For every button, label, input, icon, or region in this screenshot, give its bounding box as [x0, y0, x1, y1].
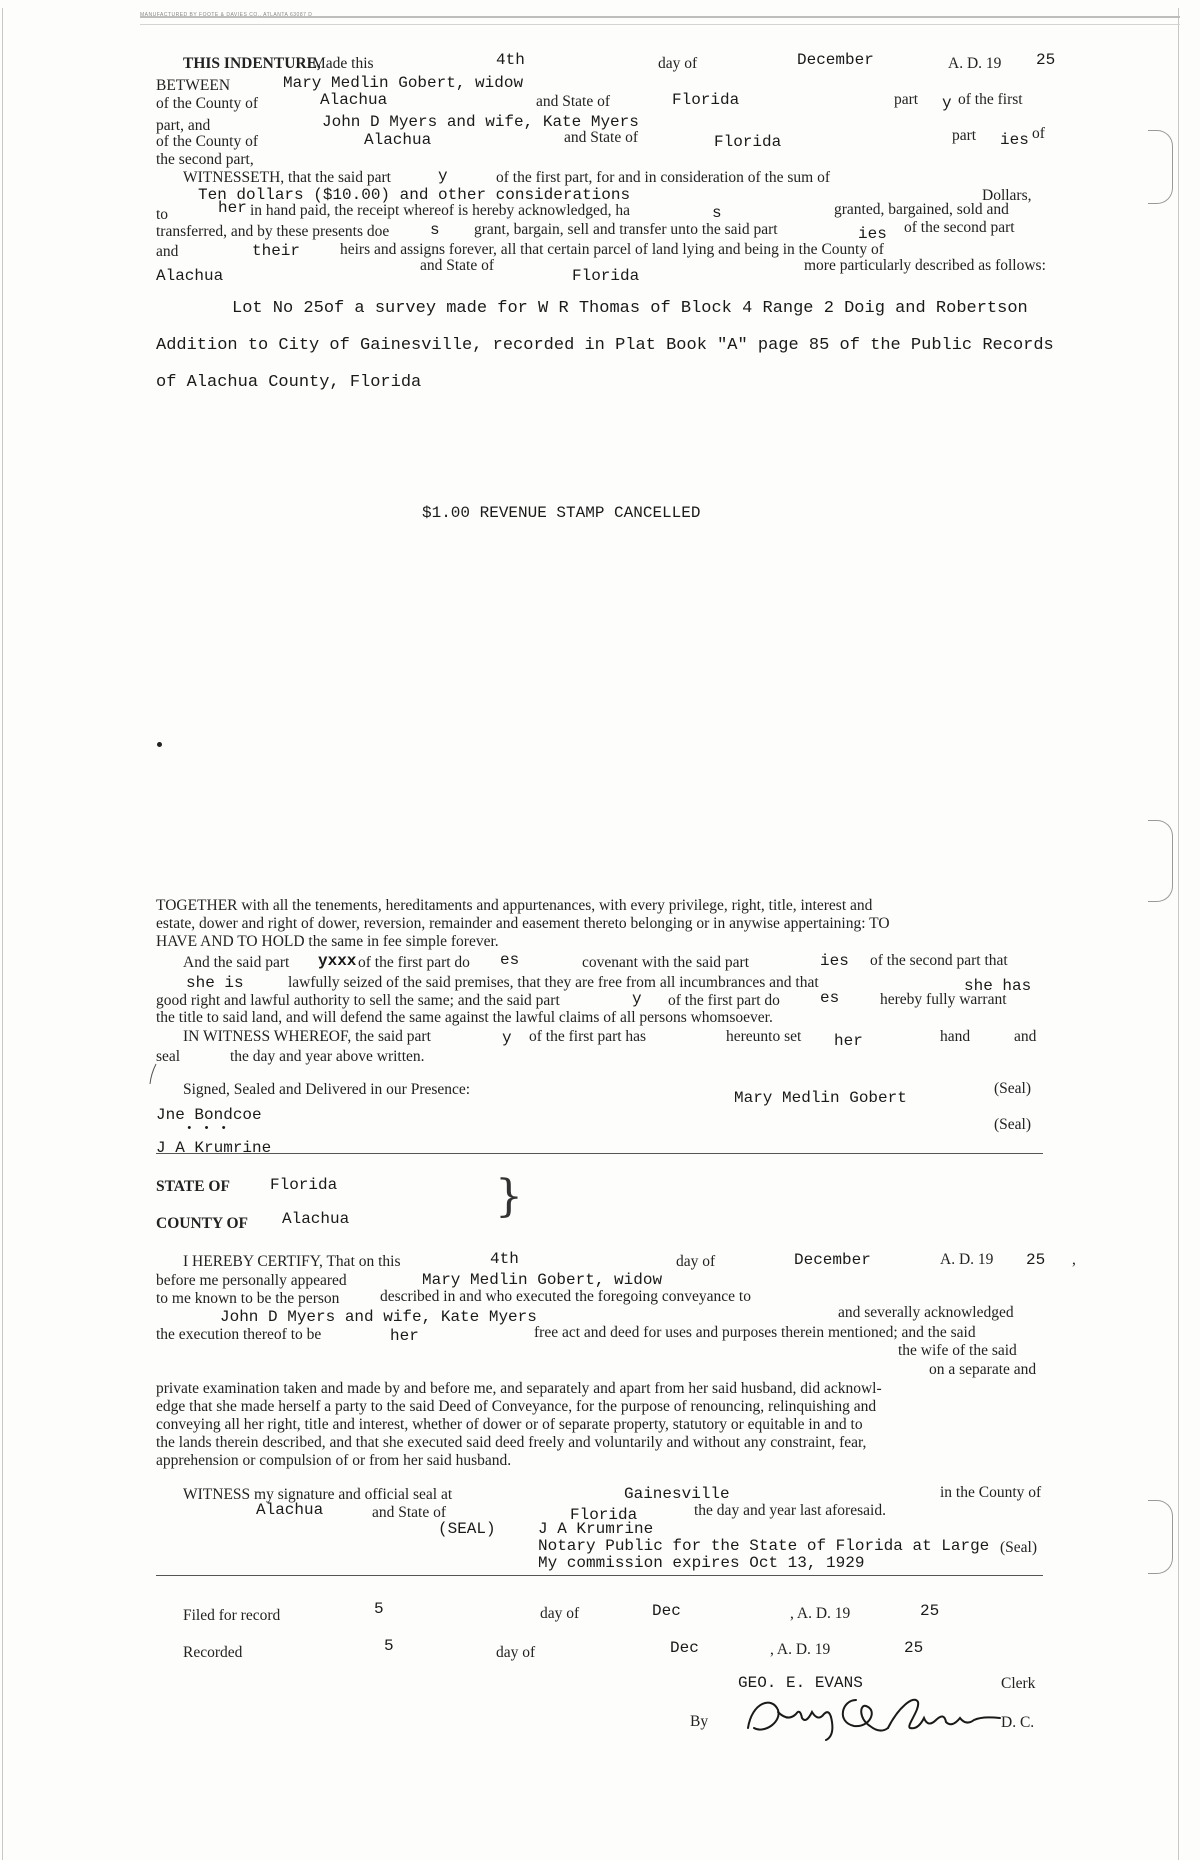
- heirs-text: heirs and assigns forever, all that certain parcel of land lying and being in the County of: [340, 241, 884, 258]
- in-county-label: in the County of: [940, 1484, 1042, 1501]
- ack-state: Florida: [270, 1176, 338, 1194]
- part-suffix-2: ies: [1000, 131, 1029, 149]
- grantor-name: Mary Medlin Gobert, widow: [283, 74, 524, 92]
- witness-her: her: [834, 1032, 863, 1050]
- witnesseth-suffix: y: [438, 167, 448, 185]
- revenue-stamp-note: $1.00 REVENUE STAMP CANCELLED: [422, 504, 701, 522]
- their: their: [252, 242, 301, 260]
- signed-sealed-label: Signed, Sealed and Delivered in our Presence:: [183, 1081, 471, 1098]
- before-me: before me personally appeared: [156, 1272, 347, 1289]
- hereunto-set: hereunto set: [726, 1028, 802, 1045]
- of-first-part-do: of the first part do: [668, 992, 780, 1009]
- ack-grantees: John D Myers and wife, Kate Myers: [220, 1308, 537, 1326]
- ack-county: Alachua: [282, 1210, 350, 1228]
- granted-text: granted, bargained, sold and: [834, 201, 1009, 218]
- state-of-label: STATE OF: [156, 1178, 230, 1195]
- divider-2: [156, 1575, 1043, 1576]
- ack-city: Gainesville: [624, 1485, 730, 1503]
- rec-month: Dec: [670, 1639, 699, 1657]
- she-is: she is: [186, 974, 244, 992]
- county-of-label-2: of the County of: [156, 133, 259, 150]
- notary-title: Notary Public for the State of Florida at Large: [538, 1537, 990, 1555]
- state-3: Florida: [572, 267, 640, 285]
- commission-expires: My commission expires Oct 13, 1929: [538, 1554, 865, 1572]
- and-label: and: [156, 243, 179, 260]
- first-part-has: of the first part has: [529, 1028, 647, 1045]
- good-right-suffix: y: [632, 990, 642, 1008]
- county-1: Alachua: [320, 91, 388, 109]
- severally-label: and severally acknowledged: [838, 1304, 1014, 1321]
- part-label-2: part: [952, 127, 977, 144]
- separate-label: on a separate and: [929, 1361, 1037, 1378]
- manufacturer-line: MANUFACTURED BY FOOTE & DAVIES CO., ATLANTA 63087 D: [140, 12, 313, 18]
- filed-day-of: day of: [540, 1605, 580, 1622]
- ack-person: Mary Medlin Gobert, widow: [422, 1271, 663, 1289]
- second-part-label: the second part,: [156, 151, 254, 168]
- description-line-2: Addition to City of Gainesville, recorded in Plat Book "A" page 85 of the Public Records: [156, 336, 1054, 355]
- clerk-label: Clerk: [1001, 1675, 1036, 1692]
- rec-day-of: day of: [496, 1644, 536, 1661]
- covenant-start: And the said part: [183, 954, 290, 971]
- ack-county-2: Alachua: [256, 1501, 324, 1519]
- hand-label: hand: [940, 1028, 971, 1045]
- witness-whereof: IN WITNESS WHEREOF, the said part: [183, 1028, 431, 1045]
- county-of-label: COUNTY OF: [156, 1215, 248, 1232]
- more-particularly: more particularly described as follows:: [804, 257, 1046, 274]
- grant-words: grant, bargain, sell and transfer unto the said part: [474, 221, 778, 238]
- and-label-2: and: [1014, 1028, 1037, 1045]
- to-label: to: [156, 206, 169, 223]
- ack-year: 25: [1026, 1251, 1046, 1269]
- state-2: Florida: [714, 133, 782, 151]
- deputy-clerk-signature: [738, 1688, 1008, 1744]
- binder-ring-bottom: [1148, 1500, 1173, 1574]
- between-label: BETWEEN: [156, 77, 231, 94]
- description-line-3: of Alachua County, Florida: [156, 373, 422, 392]
- seal-left: (SEAL): [438, 1520, 496, 1538]
- ack-month: December: [794, 1251, 871, 1269]
- witness-ellipsis: • • •: [186, 1123, 230, 1135]
- state-of-label-2: and State of: [564, 129, 639, 146]
- dc-label: D. C.: [1001, 1714, 1035, 1731]
- filed-day: 5: [374, 1600, 384, 1618]
- filed-year: 25: [920, 1602, 940, 1620]
- in-hand-text: in hand paid, the receipt whereof is hereby acknowledged, ha: [250, 202, 631, 219]
- rec-year: 25: [904, 1639, 924, 1657]
- covenant-first-part: of the first part do: [358, 954, 470, 971]
- ack-state-of: and State of: [372, 1504, 447, 1521]
- day-of-label: day of: [658, 55, 698, 72]
- of-second-part-label: of the second part: [904, 219, 1015, 236]
- ack-her: her: [390, 1327, 419, 1345]
- covenant-with: covenant with the said part: [582, 954, 750, 971]
- rec-ad: , A. D. 19: [770, 1641, 831, 1658]
- state-of-label-1: and State of: [536, 93, 611, 110]
- grantee-names: John D Myers and wife, Kate Myers: [322, 113, 639, 131]
- covenant-do-suffix: es: [500, 951, 520, 969]
- title-defend-text: the title to said land, and will defend the same against the lawful claims of all persons whomsoever.: [156, 1009, 773, 1026]
- seal-1: (Seal): [994, 1080, 1032, 1097]
- county-2: Alachua: [364, 131, 432, 149]
- part-and-label: part, and: [156, 117, 211, 134]
- ack-ad: A. D. 19: [940, 1251, 994, 1268]
- she-has: she has: [964, 977, 1032, 995]
- county-of-label-1: of the County of: [156, 95, 259, 112]
- divider-1: [156, 1153, 1043, 1154]
- free-act-label: free act and deed for uses and purposes therein mentioned; and the said: [534, 1324, 976, 1341]
- private-line-2: edge that she made herself a party to the said Deed of Conveyance, for the purpose of renouncing, relinquishing and: [156, 1398, 877, 1415]
- together-line-3: HAVE AND TO HOLD the same in fee simple forever.: [156, 933, 499, 950]
- wife-of-label: the wife of the said: [898, 1342, 1017, 1359]
- grant-suffix: ies: [858, 225, 887, 243]
- together-line-1: TOGETHER with all the tenements, hereditaments and appurtenances, with every privilege, right, title, interest and: [156, 897, 873, 914]
- state-of-label-3: and State of: [420, 257, 495, 274]
- witness-1: Jne Bondcoe: [156, 1106, 262, 1124]
- part-label-1: part: [894, 91, 919, 108]
- consideration-label: of the first part, for and in consideration of the sum of: [496, 169, 831, 186]
- binder-ring-middle: [1148, 820, 1173, 902]
- execution-label: the execution thereof to be: [156, 1326, 322, 1343]
- description-line-1: Lot No 25of a survey made for W R Thomas of Block 4 Range 2 Doig and Robertson: [232, 299, 1028, 318]
- clerk-name: GEO. E. EVANS: [738, 1674, 863, 1692]
- grantor-signature: Mary Medlin Gobert: [734, 1089, 907, 1107]
- private-line-5: apprehension or compulsion of or from her said husband.: [156, 1452, 512, 1469]
- rec-day: 5: [384, 1637, 394, 1655]
- together-line-2: estate, dower and right of dower, reversion, remainder and easement thereto belonging or in anywise appertaining: TO: [156, 915, 890, 932]
- day-year-written: the day and year above written.: [230, 1048, 425, 1065]
- filed-month: Dec: [652, 1602, 681, 1620]
- ack-day: 4th: [490, 1250, 519, 1268]
- private-line-4: the lands therein described, and that she executed said deed freely and voluntarily and without any constraint, fear,: [156, 1434, 867, 1451]
- covenant-part-suffix: yxxx: [318, 952, 357, 970]
- filed-ad: , A. D. 19: [790, 1605, 851, 1622]
- ack-day-of: day of: [676, 1253, 716, 1270]
- private-line-3: conveying all her right, title and interest, whether of dower or of separate property, statutory or equitable in and to: [156, 1416, 863, 1433]
- seized-text: lawfully seized of the said premises, that they are free from all incumbrances and that: [288, 974, 819, 991]
- part-suffix-1: y: [942, 94, 952, 112]
- witnesseth-label: WITNESSETH, that the said part: [183, 169, 391, 186]
- made-this-label: Made this: [312, 55, 374, 72]
- county-3: Alachua: [156, 267, 224, 285]
- to-her: her: [218, 199, 247, 217]
- of-the-first-label: of the first: [958, 91, 1023, 108]
- seal-label: seal: [156, 1048, 181, 1065]
- good-right-text: good right and lawful authority to sell the same; and the said part: [156, 992, 560, 1009]
- notary-name: J A Krumrine: [538, 1520, 654, 1538]
- ack-state-2: Florida: [570, 1506, 638, 1524]
- by-label: By: [690, 1713, 709, 1730]
- ack-comma: ,: [1072, 1251, 1076, 1268]
- indenture-year: 25: [1036, 51, 1056, 69]
- hereby-warrant: hereby fully warrant: [880, 991, 1007, 1008]
- does-suffix: s: [430, 221, 440, 239]
- consideration-amount: Ten dollars ($10.00) and other considerations: [198, 186, 631, 204]
- indenture-lead: THIS INDENTURE,: [183, 55, 321, 72]
- page-edge-left: [2, 8, 3, 1860]
- dollars-label: Dollars,: [982, 187, 1032, 204]
- day-last-aforesaid: the day and year last aforesaid.: [694, 1502, 886, 1519]
- private-line-1: private examination taken and made by and before me, and separately and apart from her said husband, did acknowl-: [156, 1380, 882, 1397]
- seal-2: (Seal): [994, 1116, 1032, 1133]
- do-es-suffix: es: [820, 989, 840, 1007]
- filed-label: Filed for record: [183, 1607, 281, 1624]
- ad-label: A. D. 19: [948, 55, 1002, 72]
- brace-left: }: [495, 1171, 523, 1222]
- described-label: described in and who executed the foregoing conveyance to: [380, 1288, 751, 1305]
- covenant-ies: ies: [820, 952, 849, 970]
- state-1: Florida: [672, 91, 740, 109]
- witness-signature-label: WITNESS my signature and official seal at: [183, 1486, 453, 1503]
- of-label: of: [1032, 125, 1045, 142]
- page-edge-right: [1178, 8, 1179, 1860]
- witness-whereof-suffix: y: [502, 1029, 512, 1047]
- recorded-label: Recorded: [183, 1644, 243, 1661]
- binder-ring-top: [1148, 130, 1173, 204]
- seal-right: (Seal): [1000, 1539, 1038, 1556]
- covenant-second-part: of the second part that: [870, 952, 1008, 969]
- margin-tick-mark: [148, 1062, 158, 1086]
- hereby-certify: I HEREBY CERTIFY, That on this: [183, 1253, 401, 1270]
- indenture-day: 4th: [496, 51, 525, 69]
- indenture-month: December: [797, 51, 874, 69]
- stray-dot: [157, 742, 162, 747]
- witness-2: J A Krumrine: [156, 1139, 272, 1157]
- known-label: to me known to be the person: [156, 1290, 340, 1307]
- has-suffix: s: [712, 204, 722, 222]
- transferred-text: transferred, and by these presents doe: [156, 223, 390, 240]
